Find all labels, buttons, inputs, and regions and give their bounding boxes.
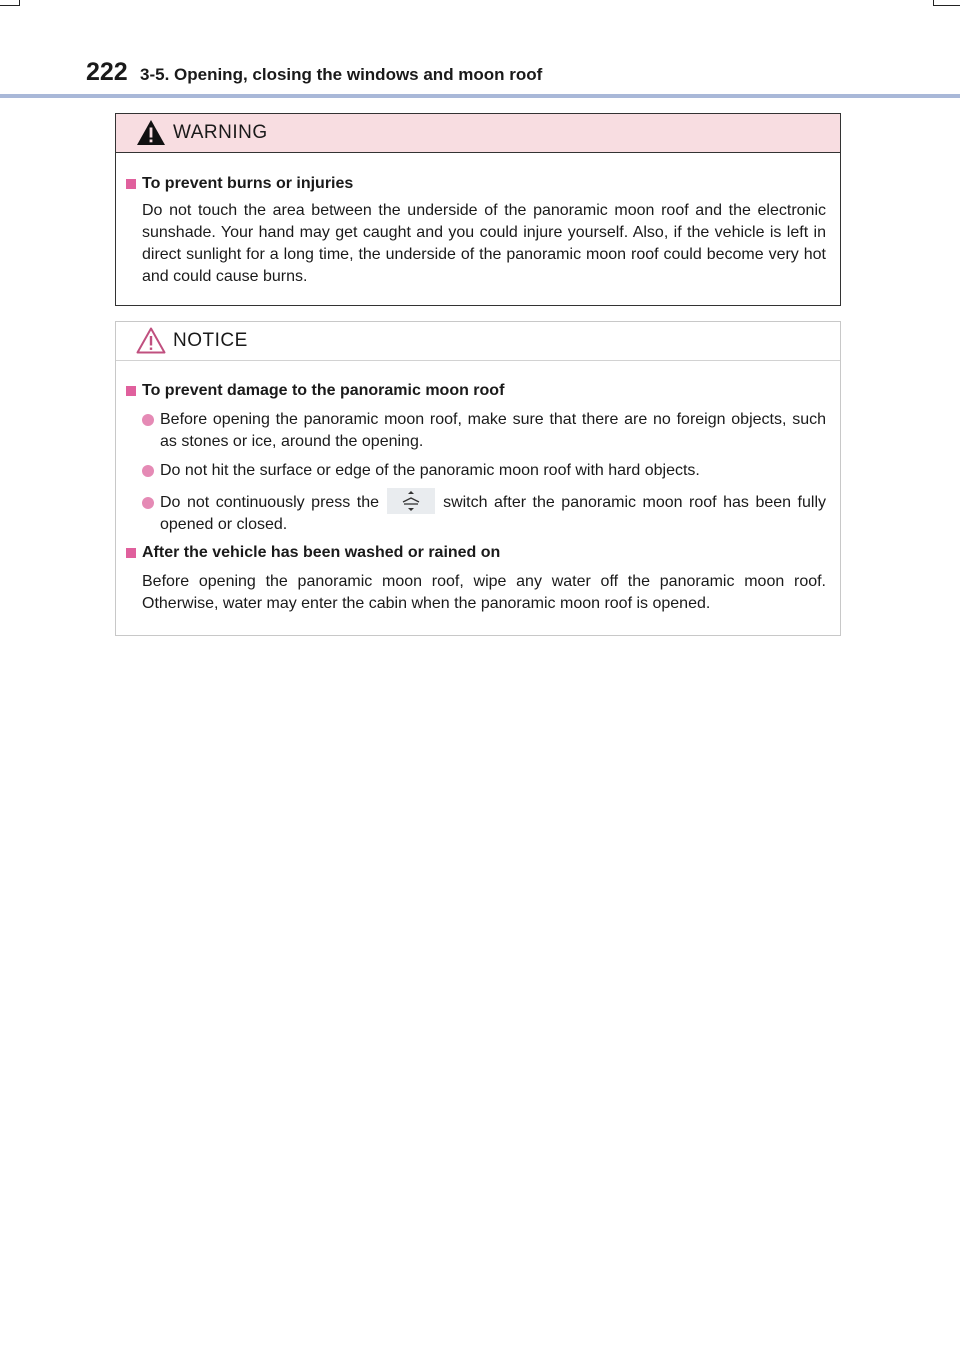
notice-bullet: [126, 409, 826, 453]
notice-item-title: [126, 380, 826, 402]
square-bullet-icon: [126, 548, 136, 558]
notice-bullet-text-after: switch after the panoramic moon roof has been fully opened or closed.: [160, 494, 826, 534]
warning-body: [116, 153, 840, 288]
notice-body: [116, 361, 840, 615]
crop-mark-top-left-h: [0, 5, 20, 6]
warning-item-title: [126, 173, 826, 195]
warning-item-title-text: To prevent burns or injuries: [142, 175, 354, 192]
round-bullet-icon: [142, 497, 154, 509]
notice-bullet: [126, 460, 826, 482]
notice-item-washed: [126, 542, 826, 615]
round-bullet-icon: [142, 414, 154, 426]
warning-item-text: Do not touch the area between the underside of the panoramic moon roof and the electronic sunshade. Your hand may get caught and you could injure yourself. Also, if the vehicle is left in direct sunlight for a long time, the underside of the panoramic moon roof could become very hot and could cause burns.: [142, 202, 826, 285]
warning-header: [116, 114, 840, 153]
notice-item-damage: [126, 380, 826, 536]
warning-label: WARNING: [173, 122, 268, 143]
notice-item-title-text: After the vehicle has been washed or rained on: [142, 544, 501, 562]
warning-item: [126, 173, 826, 288]
notice-box: [115, 321, 841, 636]
notice-item-text: Before opening the panoramic moon roof, wipe any water off the panoramic moon roof. Otherwise, water may enter the cabin when the panoramic moon roof is opened.: [142, 573, 826, 613]
notice-bullet-text-before: Do not continuously press the: [160, 494, 380, 512]
notice-header: [116, 322, 840, 361]
notice-bullet: [126, 492, 826, 536]
square-bullet-icon: [126, 386, 136, 396]
warning-triangle-icon: [136, 119, 166, 146]
section-title: 3-5. Opening, closing the windows and moon roof: [140, 65, 543, 84]
page-number: 222: [86, 58, 128, 86]
tilt-switch-icon: [387, 488, 435, 514]
square-bullet-icon: [126, 179, 136, 189]
caution-triangle-icon: [136, 327, 166, 354]
notice-bullet-text: Before opening the panoramic moon roof, make sure that there are no foreign objects, such as stones or ice, around the opening.: [160, 411, 826, 450]
round-bullet-icon: [142, 465, 154, 477]
crop-mark-top-right-h: [933, 5, 960, 6]
notice-label: NOTICE: [173, 330, 248, 351]
notice-item-title-text: To prevent damage to the panoramic moon roof: [142, 382, 505, 399]
notice-bullet-text: Do not hit the surface or edge of the panoramic moon roof with hard objects.: [160, 462, 700, 479]
page-header: [86, 56, 886, 96]
header-rule: [0, 94, 960, 98]
notice-item-title: [126, 542, 826, 564]
warning-box: [115, 113, 841, 306]
